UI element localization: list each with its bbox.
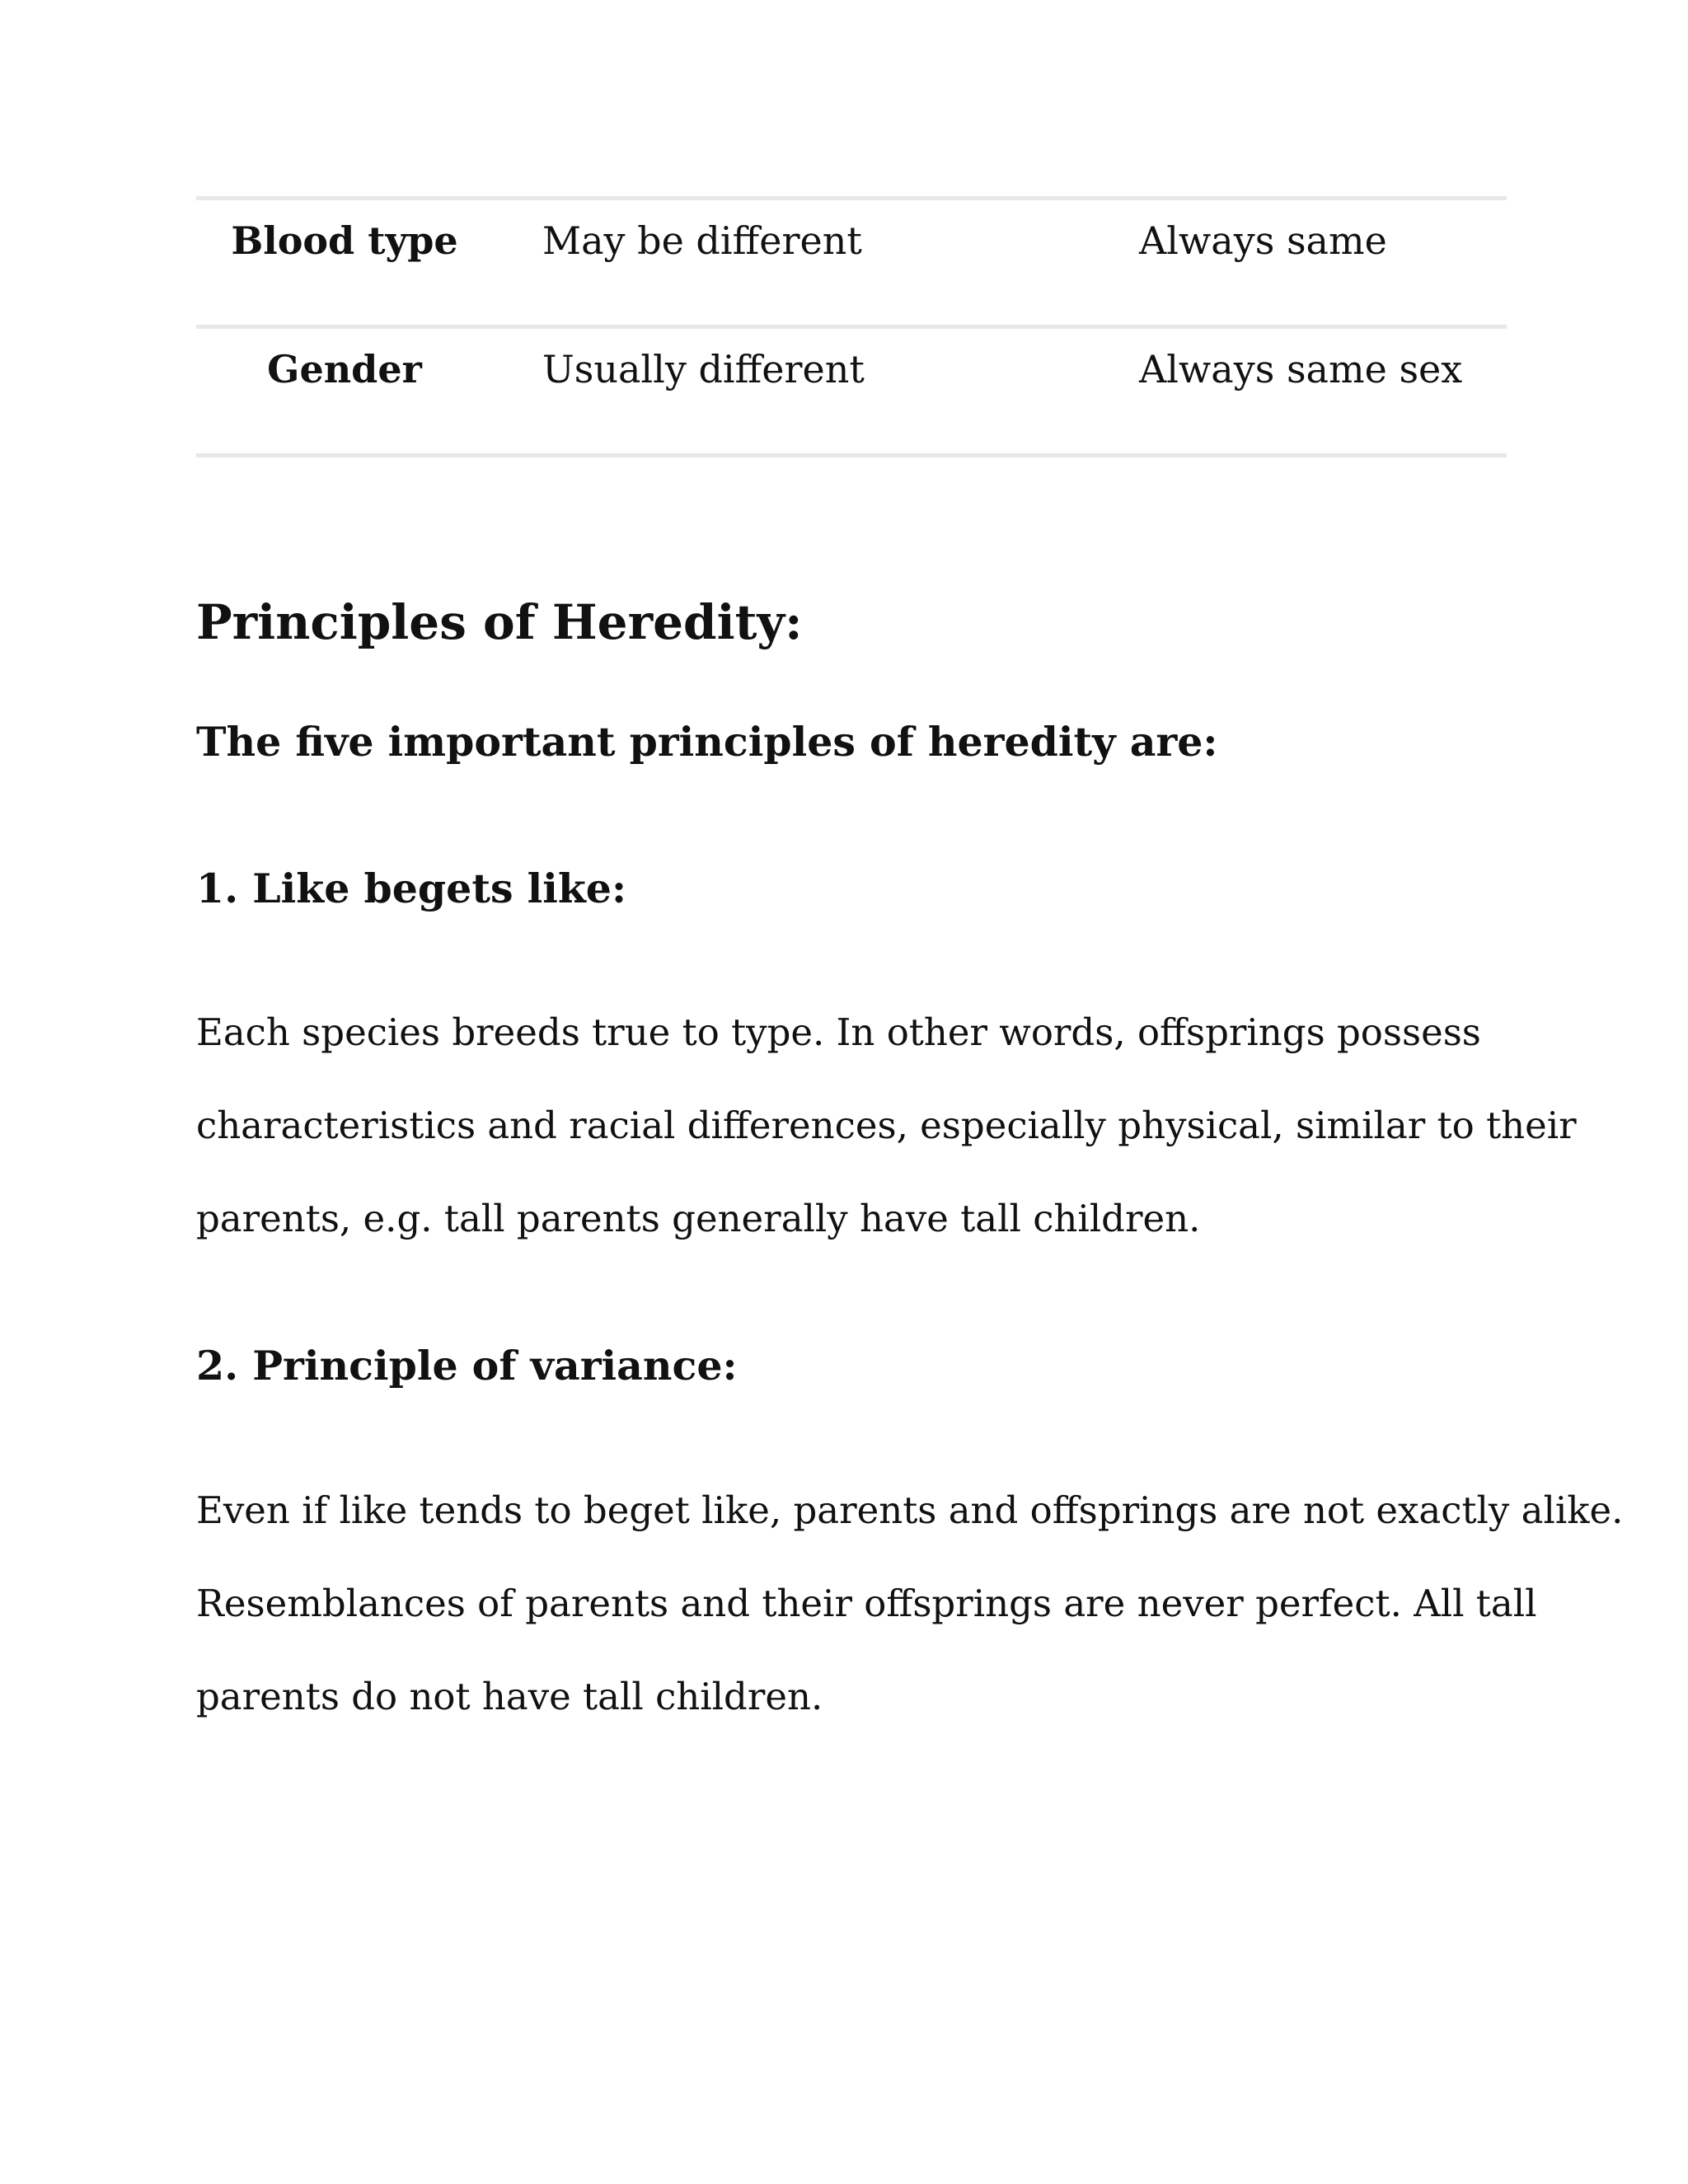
paragraph-line: characteristics and racial differences, especially physical, similar to their (196, 1104, 1577, 1147)
principle-paragraph-like-begets-like (196, 986, 1577, 1265)
paragraph-line: parents do not have tall children. (196, 1675, 823, 1718)
row-col-b-value: Always same (1139, 218, 1387, 263)
row-col-b-cell (1139, 327, 1507, 456)
section-intro: The five important principles of heredity are: (196, 718, 1218, 766)
paragraph-line: Each species breeds true to type. In other words, offsprings possess (196, 1010, 1481, 1054)
row-col-b-value: Always same sex (1139, 347, 1463, 391)
row-col-a-value: Usually different (542, 347, 865, 391)
paragraph-line: Even if like tends to beget like, parents and offsprings are not exactly alike. (196, 1488, 1624, 1532)
principle-heading-variance: 2. Principle of variance: (196, 1342, 738, 1390)
principle-paragraph-variance (196, 1464, 1624, 1743)
principle-heading-like-begets-like: 1. Like begets like: (196, 865, 627, 912)
paragraph-line: parents, e.g. tall parents generally have tall children. (196, 1197, 1201, 1240)
row-attribute-label: Gender (267, 347, 422, 391)
row-attribute-cell (196, 199, 542, 327)
row-attribute-cell (196, 327, 542, 456)
row-col-a-value: May be different (542, 218, 862, 263)
row-col-a-cell (542, 327, 1139, 456)
table-row (196, 327, 1507, 456)
row-col-b-cell (1139, 199, 1507, 327)
row-col-a-cell (542, 199, 1139, 327)
section-title: Principles of Heredity: (196, 594, 803, 650)
row-attribute-label: Blood type (231, 218, 458, 263)
table-row (196, 199, 1507, 327)
comparison-table (196, 196, 1507, 457)
paragraph-line: Resemblances of parents and their offsprings are never perfect. All tall (196, 1582, 1537, 1625)
